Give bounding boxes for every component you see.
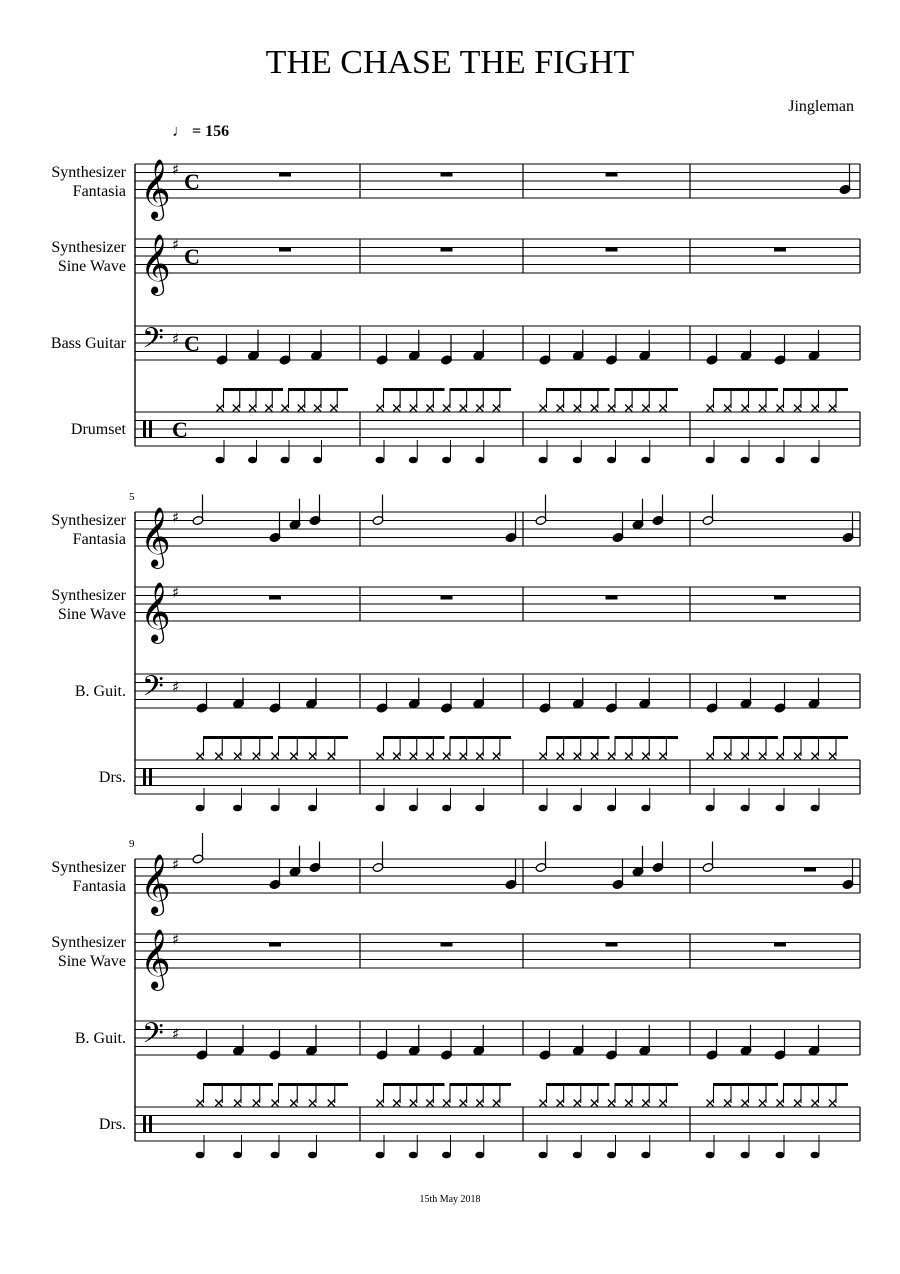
time-signature: C xyxy=(172,417,188,442)
hihat-note xyxy=(812,1100,819,1107)
hihat-note xyxy=(540,1100,547,1107)
kick-note xyxy=(216,457,225,464)
instrument-label: Synthesizer Sine Wave xyxy=(51,239,126,275)
hihat-note xyxy=(443,405,450,412)
hihat-note xyxy=(290,1100,297,1107)
drum-beam xyxy=(278,736,348,739)
hihat-note xyxy=(829,405,836,412)
hihat-note xyxy=(591,753,598,760)
hihat-note xyxy=(794,1100,801,1107)
hihat-note xyxy=(574,405,581,412)
hihat-note xyxy=(393,405,400,412)
kick-note xyxy=(607,805,616,812)
hihat-note xyxy=(707,405,714,412)
sharp-icon: ♯ xyxy=(172,583,180,602)
kick-note xyxy=(409,457,418,464)
kick-note xyxy=(233,805,242,812)
percussion-clef-icon xyxy=(149,769,152,786)
hihat-note xyxy=(460,1100,467,1107)
hihat-note xyxy=(290,753,297,760)
hihat-note xyxy=(812,405,819,412)
kick-note xyxy=(271,805,280,812)
percussion-clef-icon xyxy=(143,421,146,438)
percussion-clef-icon xyxy=(143,1116,146,1133)
system-1 xyxy=(51,159,860,463)
kick-note xyxy=(811,1152,820,1159)
drum-beam xyxy=(383,1083,445,1086)
hihat-note xyxy=(608,1100,615,1107)
whole-rest xyxy=(441,173,453,177)
whole-rest xyxy=(606,596,618,600)
drum-beam xyxy=(223,388,283,391)
drum-beam xyxy=(383,388,445,391)
tempo-marking: ♩ = 156 xyxy=(172,123,230,140)
whole-rest xyxy=(269,596,281,600)
hihat-note xyxy=(829,753,836,760)
kick-note xyxy=(409,1152,418,1159)
instrument-label: Synthesizer Fantasia xyxy=(51,164,126,200)
hihat-note xyxy=(234,1100,241,1107)
treble-clef-icon: 𝄞 xyxy=(140,507,171,567)
hihat-note xyxy=(249,405,256,412)
hihat-note xyxy=(642,405,649,412)
hihat-note xyxy=(330,405,337,412)
kick-note xyxy=(573,1152,582,1159)
hihat-note xyxy=(410,405,417,412)
drum-beam xyxy=(383,736,445,739)
kick-note xyxy=(607,457,616,464)
hihat-note xyxy=(410,1100,417,1107)
hihat-note xyxy=(742,405,749,412)
hihat-note xyxy=(443,753,450,760)
hihat-note xyxy=(608,405,615,412)
hihat-note xyxy=(377,1100,384,1107)
time-signature: C xyxy=(184,331,200,356)
instrument-label: Drs. xyxy=(98,769,126,786)
whole-rest xyxy=(441,248,453,252)
hihat-note xyxy=(642,1100,649,1107)
whole-rest xyxy=(269,943,281,947)
hihat-note xyxy=(328,1100,335,1107)
sharp-icon: ♯ xyxy=(172,508,180,527)
hihat-note xyxy=(460,753,467,760)
hihat-note xyxy=(215,1100,222,1107)
kick-note xyxy=(248,457,257,464)
hihat-note xyxy=(707,1100,714,1107)
whole-rest xyxy=(606,173,618,177)
hihat-note xyxy=(742,753,749,760)
hihat-note xyxy=(777,753,784,760)
kick-note xyxy=(475,1152,484,1159)
hihat-note xyxy=(557,405,564,412)
kick-note xyxy=(539,457,548,464)
kick-note xyxy=(706,805,715,812)
hihat-note xyxy=(794,753,801,760)
hihat-note xyxy=(724,405,731,412)
kick-note xyxy=(442,805,451,812)
instrument-label: Synthesizer Fantasia xyxy=(51,512,126,548)
footer-date: 15th May 2018 xyxy=(419,1194,481,1205)
hihat-note xyxy=(829,1100,836,1107)
instrument-label: Synthesizer Fantasia xyxy=(51,859,126,895)
kick-note xyxy=(706,457,715,464)
percussion-clef-icon xyxy=(149,421,152,438)
hihat-note xyxy=(557,753,564,760)
hihat-note xyxy=(625,753,632,760)
hihat-note xyxy=(591,1100,598,1107)
hihat-note xyxy=(493,405,500,412)
hihat-note xyxy=(476,405,483,412)
drum-beam xyxy=(615,1083,679,1086)
hihat-note xyxy=(272,1100,279,1107)
drum-beam xyxy=(278,1083,348,1086)
drum-beam xyxy=(450,736,512,739)
hihat-note xyxy=(777,1100,784,1107)
kick-note xyxy=(776,805,785,812)
hihat-note xyxy=(625,1100,632,1107)
hihat-note xyxy=(540,405,547,412)
whole-rest xyxy=(441,943,453,947)
hihat-note xyxy=(794,405,801,412)
kick-note xyxy=(776,457,785,464)
instrument-label: Synthesizer Sine Wave xyxy=(51,934,126,970)
hihat-note xyxy=(410,753,417,760)
hihat-note xyxy=(272,753,279,760)
kick-note xyxy=(641,805,650,812)
hihat-note xyxy=(309,753,316,760)
bass-clef-icon: 𝄢 xyxy=(142,1017,164,1058)
drum-beam xyxy=(450,1083,512,1086)
kick-note xyxy=(641,457,650,464)
drum-beam xyxy=(288,388,348,391)
bass-clef-icon: 𝄢 xyxy=(142,322,164,363)
drum-beam xyxy=(546,388,610,391)
hihat-note xyxy=(476,753,483,760)
hihat-note xyxy=(724,753,731,760)
kick-note xyxy=(539,1152,548,1159)
drum-beam xyxy=(713,736,778,739)
whole-rest xyxy=(774,943,786,947)
drum-beam xyxy=(615,388,679,391)
hihat-note xyxy=(812,753,819,760)
instrument-label: Bass Guitar xyxy=(50,335,126,352)
kick-note xyxy=(741,457,750,464)
whole-rest xyxy=(804,868,816,872)
hihat-note xyxy=(253,1100,260,1107)
instrument-label: Drs. xyxy=(98,1116,126,1133)
instrument-label: Synthesizer Sine Wave xyxy=(51,587,126,623)
hihat-note xyxy=(426,753,433,760)
hihat-note xyxy=(574,1100,581,1107)
kick-note xyxy=(607,1152,616,1159)
score-title: THE CHASE THE FIGHT xyxy=(265,44,635,81)
hihat-note xyxy=(215,753,222,760)
hihat-note xyxy=(759,1100,766,1107)
hihat-note xyxy=(707,753,714,760)
hihat-note xyxy=(393,1100,400,1107)
time-signature: C xyxy=(184,244,200,269)
hihat-note xyxy=(282,405,289,412)
system-2 xyxy=(51,491,860,811)
time-signature: C xyxy=(184,169,200,194)
whole-rest xyxy=(441,596,453,600)
hihat-note xyxy=(759,753,766,760)
hihat-note xyxy=(659,753,666,760)
drum-beam xyxy=(783,1083,848,1086)
whole-rest xyxy=(606,943,618,947)
drum-beam xyxy=(450,388,512,391)
percussion-clef-icon xyxy=(143,769,146,786)
kick-note xyxy=(308,1152,317,1159)
kick-note xyxy=(196,805,205,812)
sharp-icon: ♯ xyxy=(172,329,180,348)
treble-clef-icon: 𝄞 xyxy=(140,159,171,219)
whole-rest xyxy=(279,173,291,177)
percussion-clef-icon xyxy=(149,1116,152,1133)
kick-note xyxy=(539,805,548,812)
hihat-note xyxy=(328,753,335,760)
hihat-note xyxy=(197,1100,204,1107)
kick-note xyxy=(741,805,750,812)
hihat-note xyxy=(298,405,305,412)
kick-note xyxy=(475,457,484,464)
hihat-note xyxy=(460,405,467,412)
sharp-icon: ♯ xyxy=(172,1024,180,1043)
kick-note xyxy=(442,1152,451,1159)
hihat-note xyxy=(253,753,260,760)
hihat-note xyxy=(233,405,240,412)
hihat-note xyxy=(197,753,204,760)
kick-note xyxy=(741,1152,750,1159)
kick-note xyxy=(573,805,582,812)
drum-beam xyxy=(713,1083,778,1086)
kick-note xyxy=(573,457,582,464)
hihat-note xyxy=(540,753,547,760)
sharp-icon: ♯ xyxy=(172,160,180,179)
hihat-note xyxy=(625,405,632,412)
hihat-note xyxy=(724,1100,731,1107)
hihat-note xyxy=(309,1100,316,1107)
hihat-note xyxy=(443,1100,450,1107)
hihat-note xyxy=(642,753,649,760)
hihat-note xyxy=(314,405,321,412)
treble-clef-icon: 𝄞 xyxy=(140,582,171,642)
instrument-label: B. Guit. xyxy=(74,683,126,700)
kick-note xyxy=(475,805,484,812)
instrument-label: Drumset xyxy=(70,421,126,438)
kick-note xyxy=(641,1152,650,1159)
drum-beam xyxy=(615,736,679,739)
whole-rest xyxy=(279,248,291,252)
drum-beam xyxy=(783,388,848,391)
whole-rest xyxy=(774,596,786,600)
hihat-note xyxy=(217,405,224,412)
treble-clef-icon: 𝄞 xyxy=(140,234,171,294)
drum-beam xyxy=(546,1083,610,1086)
drum-beam xyxy=(203,736,273,739)
sharp-icon: ♯ xyxy=(172,235,180,254)
drum-beam xyxy=(203,1083,273,1086)
kick-note xyxy=(376,805,385,812)
kick-note xyxy=(308,805,317,812)
kick-note xyxy=(196,1152,205,1159)
kick-note xyxy=(409,805,418,812)
hihat-note xyxy=(659,405,666,412)
hihat-note xyxy=(234,753,241,760)
kick-note xyxy=(376,457,385,464)
drum-beam xyxy=(713,388,778,391)
instrument-label: B. Guit. xyxy=(74,1030,126,1047)
hihat-note xyxy=(426,405,433,412)
sharp-icon: ♯ xyxy=(172,677,180,696)
hihat-note xyxy=(426,1100,433,1107)
hihat-note xyxy=(608,753,615,760)
drum-beam xyxy=(783,736,848,739)
whole-rest xyxy=(774,248,786,252)
hihat-note xyxy=(659,1100,666,1107)
kick-note xyxy=(776,1152,785,1159)
bass-clef-icon: 𝄢 xyxy=(142,670,164,711)
kick-note xyxy=(811,805,820,812)
hihat-note xyxy=(742,1100,749,1107)
hihat-note xyxy=(493,753,500,760)
measure-number: 9 xyxy=(129,838,135,850)
hihat-note xyxy=(377,753,384,760)
sharp-icon: ♯ xyxy=(172,930,180,949)
hihat-note xyxy=(393,753,400,760)
kick-note xyxy=(313,457,322,464)
hihat-note xyxy=(557,1100,564,1107)
hihat-note xyxy=(759,405,766,412)
kick-note xyxy=(281,457,290,464)
hihat-note xyxy=(574,753,581,760)
system-3 xyxy=(51,833,860,1158)
kick-note xyxy=(706,1152,715,1159)
kick-note xyxy=(271,1152,280,1159)
hihat-note xyxy=(493,1100,500,1107)
whole-rest xyxy=(606,248,618,252)
kick-note xyxy=(442,457,451,464)
kick-note xyxy=(233,1152,242,1159)
kick-note xyxy=(811,457,820,464)
composer-name: Jingleman xyxy=(788,98,854,115)
hihat-note xyxy=(377,405,384,412)
sharp-icon: ♯ xyxy=(172,855,180,874)
hihat-note xyxy=(476,1100,483,1107)
drum-beam xyxy=(546,736,610,739)
hihat-note xyxy=(265,405,272,412)
hihat-note xyxy=(591,405,598,412)
measure-number: 5 xyxy=(129,491,135,503)
treble-clef-icon: 𝄞 xyxy=(140,854,171,914)
kick-note xyxy=(376,1152,385,1159)
hihat-note xyxy=(777,405,784,412)
treble-clef-icon: 𝄞 xyxy=(140,929,171,989)
